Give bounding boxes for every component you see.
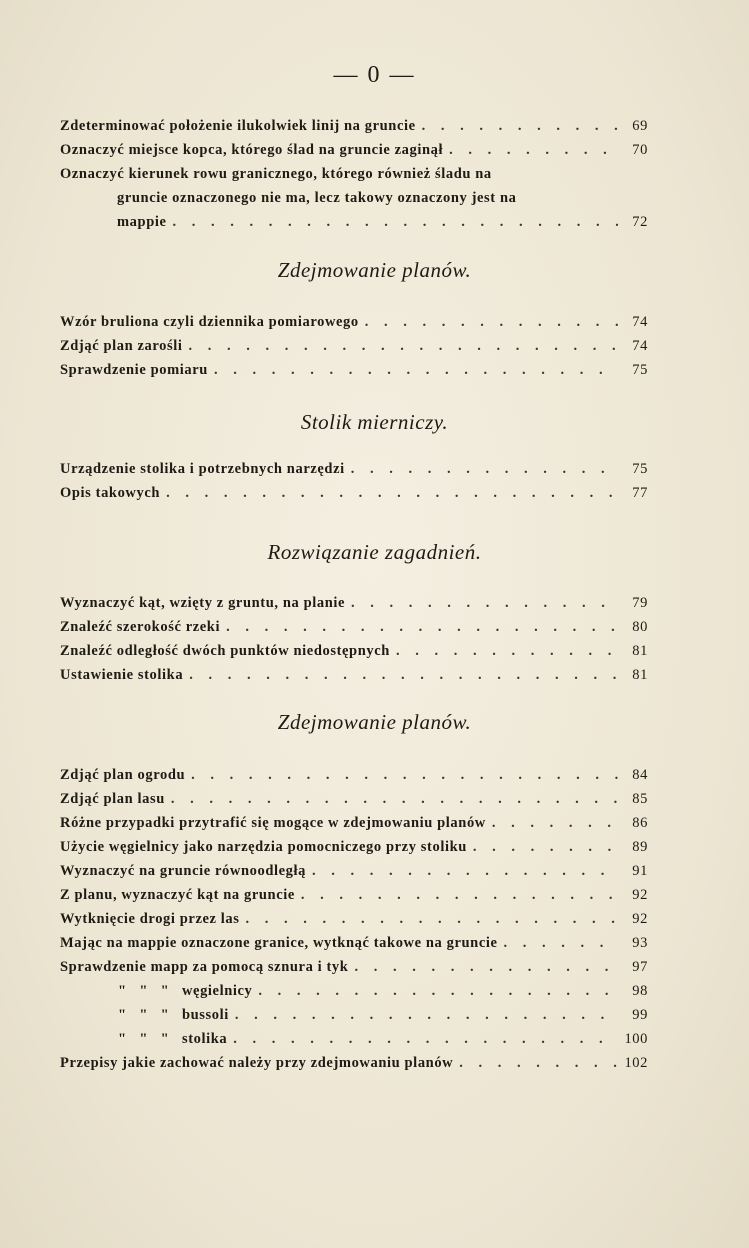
toc-entry: Różne przypadki przytrafić się mogące w zdejmowaniu planów . . . 86	[60, 811, 648, 835]
toc-entry: Urządzenie stolika i potrzebnych narzędzi . . . 75	[60, 457, 648, 481]
toc-entry: Wyznaczyć na gruncie równoodległą . . . 91	[60, 859, 648, 883]
page-number-header: — 0 —	[333, 62, 416, 88]
toc-group	[60, 591, 648, 687]
toc-entry: Mając na mappie oznaczone granice, wytknąć takowe na gruncie . . . 93	[60, 931, 648, 955]
toc-group	[60, 310, 648, 382]
toc-entry: Znaleźć szerokość rzeki . . . 80	[60, 615, 648, 639]
toc-entry-continuation: mappie . . . 72	[60, 210, 648, 234]
toc-entry: Z planu, wyznaczyć kąt na gruncie . . . 92	[60, 883, 648, 907]
toc-entry: Zdjąć plan zarośli . . . 74	[60, 334, 648, 358]
toc-entry: " " " bussoli . . . 99	[60, 1003, 648, 1027]
toc-entry: Zdjąć plan lasu . . . 85	[60, 787, 648, 811]
toc-entry: Sprawdzenie mapp za pomocą sznura i tyk . . . 97	[60, 955, 648, 979]
section-heading: Zdejmowanie planów.	[277, 710, 472, 734]
toc-entry: " " " węgielnicy . . . 98	[60, 979, 648, 1003]
toc-entry: Sprawdzenie pomiaru . . . 75	[60, 358, 648, 382]
toc-entry: Oznaczyć kierunek rowu granicznego, którego również śladu na	[60, 166, 492, 182]
toc-entry: Wyznaczyć kąt, wzięty z gruntu, na planie . . . 79	[60, 591, 648, 615]
toc-entry: Wzór bruliona czyli dziennika pomiarowego . . . 74	[60, 310, 648, 334]
toc-entry: Użycie węgielnicy jako narzędzia pomocniczego przy stoliku . . . 89	[60, 835, 648, 859]
toc-entry: " " " stolika . . . 100	[60, 1027, 648, 1051]
toc-entry: Oznaczyć miejsce kopca, którego ślad na gruncie zaginął . . . 70	[60, 138, 648, 162]
toc-group	[60, 457, 648, 505]
section-heading: Stolik mierniczy.	[300, 410, 449, 434]
section-heading: Rozwiązanie zagadnień.	[267, 540, 482, 564]
toc-entry-continuation: gruncie oznaczonego nie ma, lecz takowy oznaczony jest na	[117, 190, 517, 206]
toc-entry: Zdjąć plan ogrodu . . . 84	[60, 763, 648, 787]
toc-group	[60, 763, 648, 1075]
toc-group-intro	[60, 114, 648, 234]
toc-entry: Znaleźć odległość dwóch punktów niedostępnych . . . 81	[60, 639, 648, 663]
toc-entry: Opis takowych . . . 77	[60, 481, 648, 505]
toc-entry: Ustawienie stolika . . . 81	[60, 663, 648, 687]
section-heading: Zdejmowanie planów.	[277, 258, 472, 282]
toc-entry: Wytknięcie drogi przez las . . . 92	[60, 907, 648, 931]
toc-entry: Przepisy jakie zachować należy przy zdejmowaniu planów . . . 102	[60, 1051, 648, 1075]
toc-entry: Zdeterminować położenie ilukolwiek linij na gruncie . . . 69	[60, 114, 648, 138]
